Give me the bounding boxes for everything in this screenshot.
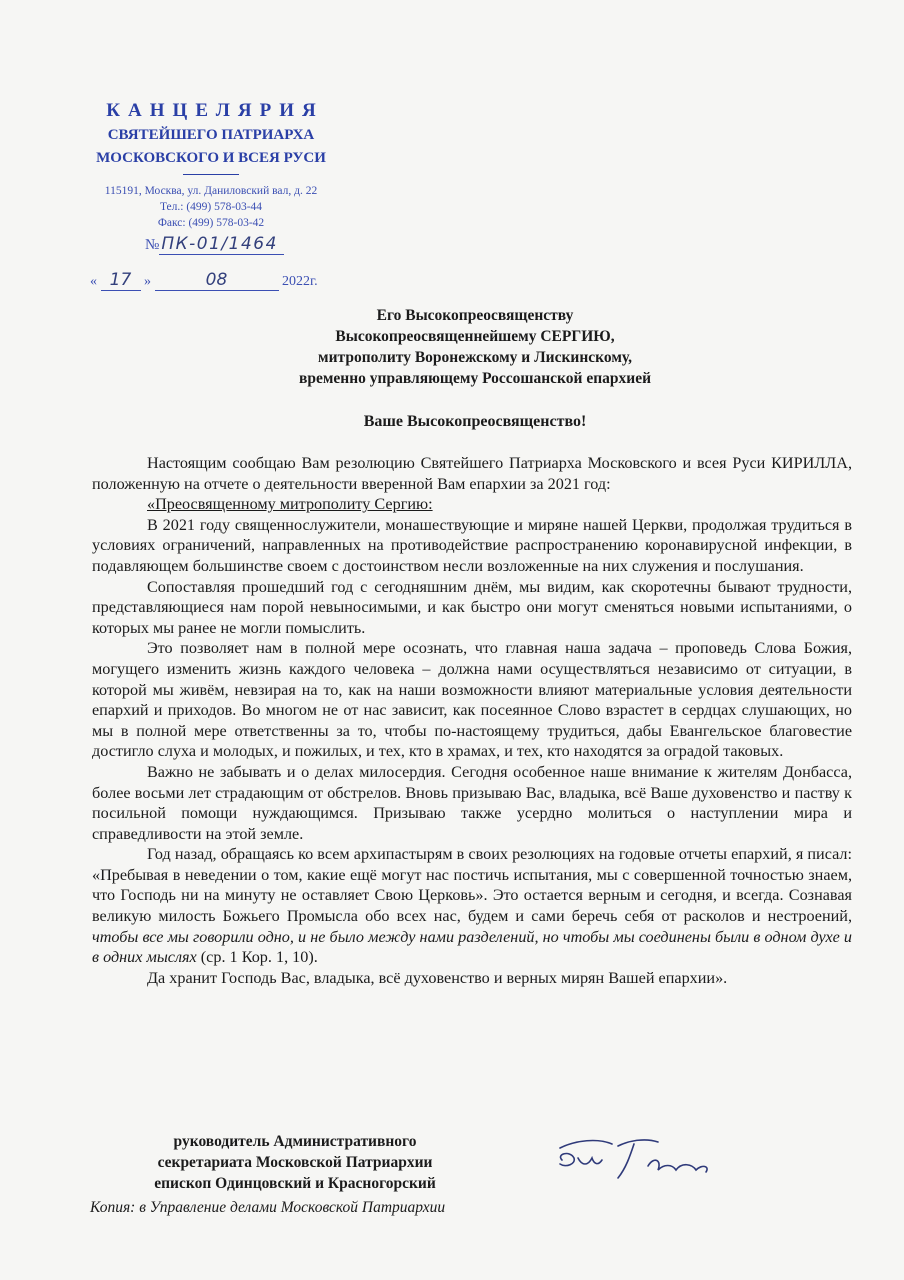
signatory-block (110, 1131, 480, 1194)
body-paragraph-quote (92, 844, 852, 968)
addressee-line: Его Высокопреосвященству (376, 307, 574, 324)
number-sign: № (145, 237, 160, 253)
addressee-line: митрополиту Воронежскому и Лискинскому, (318, 349, 632, 366)
signatory-line: епископ Одинцовский и Красногорский (154, 1175, 436, 1192)
paragraph-text: Год назад, обращаясь ко всем архипастырям в своих резолюциях на годовые отчеты епархий, я писал: «Пребывая в неведении о том, какие ещё могут нас постичь испытания, мы с совершенной точностью знаем, что Господь ни на минуту не оставляет Свою Церковь». Это остается верным и сегодня, и всегда. Сознавая великую милость Божьего Промысла обо всех нас, будем и сами беречь себя от расколов и нестроений, (92, 845, 852, 926)
handwritten-signature (546, 1130, 716, 1184)
scripture-quote: чтобы все мы говорили одно, и не было между нами разделений, но чтобы мы соединены были в одном духе и в одних мыслях (92, 927, 852, 967)
resolution-address: «Преосвященному митрополиту Сергию: (147, 495, 433, 514)
contacts-block (80, 183, 342, 231)
registration-number (145, 234, 284, 254)
fax-number: Факс: (499) 578-03-42 (157, 217, 265, 229)
letter-body (92, 453, 852, 988)
letterhead-title: КАНЦЕЛЯРИЯ (106, 100, 324, 121)
letterhead-line-1: СВЯТЕЙШЕГО ПАТРИАРХА (107, 127, 315, 143)
letterhead-divider (183, 174, 239, 175)
salutation: Ваше Высокопреосвященство! (363, 413, 587, 430)
date-line (90, 270, 318, 291)
scripture-reference: (ср. 1 Кор. 1, 10). (200, 948, 318, 967)
addressee-line: Высокопреосвященнейшему СЕРГИЮ, (335, 328, 615, 345)
registration-number-value: ПК-01/1464 (159, 234, 284, 255)
addressee-block (200, 305, 750, 389)
date-month: 08 (155, 270, 279, 291)
body-paragraph: Сопоставляя прошедший год с сегодняшним днём, мы видим, как скоротечны бывают трудности, представляющиеся нам порой невыносимыми, и как быстро они могут сменяться новыми испытаниями, о которых мы ранее не могли помыслить. (92, 577, 852, 637)
intro-paragraph: Настоящим сообщаю Вам резолюцию Святейшего Патриарха Московского и всея Руси КИРИЛЛА, положенную на отчете о деятельности вверенной Вам епархии за 2021 год: (92, 454, 852, 493)
date-open-quote: « (90, 274, 97, 289)
closing-paragraph: Да хранит Господь Вас, владыка, всё духовенство и верных мирян Вашей епархии». (147, 968, 728, 987)
addressee-line: временно управляющему Россошанской епархией (298, 370, 652, 387)
phone-number: Тел.: (499) 578-03-44 (159, 201, 263, 213)
date-year: 2022г. (282, 274, 318, 289)
letterhead-line-2: МОСКОВСКОГО И ВСЕЯ РУСИ (96, 150, 326, 166)
copy-note: Копия: в Управление делами Московской Патриархии (90, 1199, 446, 1216)
body-paragraph: Это позволяет нам в полной мере осознать, что главная наша задача – проповедь Слова Божия, могущего изменить жизнь каждого человека – должна нами осуществляться независимо от ситуации, в которой мы живём, невзирая на то, как на наши возможности влияют материальные условия деятельности епархий и приходов. Во многом не от нас зависит, как посеянное Слово взрастет в сердцах слушающих, но мы в полной мере ответственны за то, чтобы по-настоящему трудиться, дабы Евангельское благовестие достигло слуха и молодых, и пожилых, и тех, кто в храмах, и тех, кто находятся за оградой таковых. (92, 639, 852, 761)
signatory-line: руководитель Административного (173, 1133, 417, 1150)
signatory-line: секретариата Московской Патриархии (157, 1154, 433, 1171)
letterhead (80, 100, 342, 175)
body-paragraph: В 2021 году священнослужители, монашествующие и миряне нашей Церкви, продолжая трудиться в условиях ограничений, направленных на противодействие распространению коронавирусной инфекции, в подавляющем большинстве своем с достоинством несли возложенные на них служения и послушания. (92, 515, 852, 575)
body-paragraph: Важно не забывать и о делах милосердия. Сегодня особенное наше внимание к жителям Донбасса, более восьми лет страдающим от обстрелов. Вновь призываю Вас, владыка, всё Ваше духовенство и паству к посильной помощи нуждающимся. Призываю также усердно молиться о наступлении мира и справедливости на этой земле. (92, 762, 852, 843)
date-day: 17 (101, 270, 141, 291)
postal-address: 115191, Москва, ул. Даниловский вал, д. 22 (104, 185, 318, 197)
date-close-quote: » (144, 274, 151, 289)
